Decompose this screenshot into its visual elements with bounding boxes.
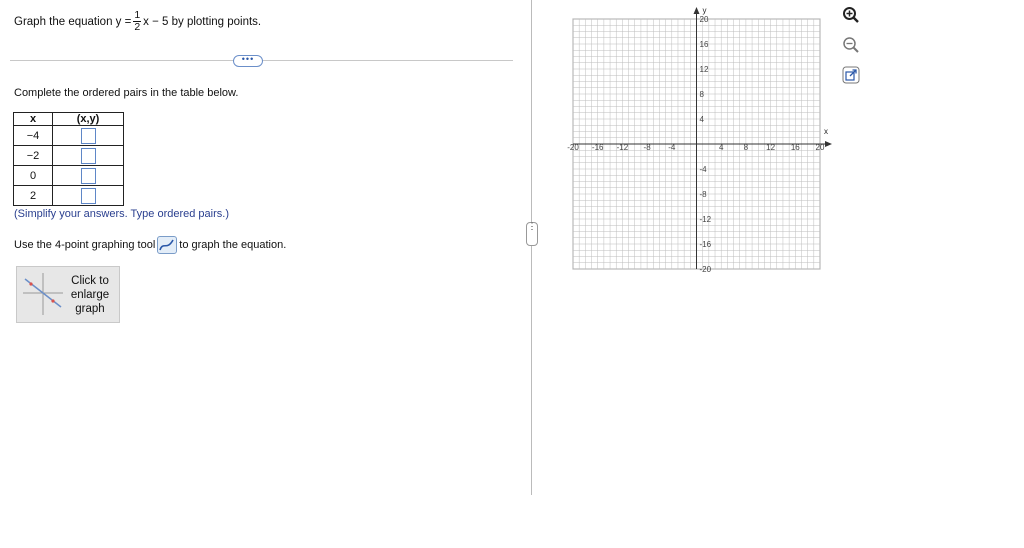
fraction	[133, 10, 141, 33]
x-tick-label: -16	[591, 143, 604, 152]
y-tick-label: -16	[699, 240, 712, 249]
x-tick-label: -12	[616, 143, 629, 152]
x-value: −4	[14, 126, 53, 146]
y-tick-label: -20	[699, 265, 712, 274]
x-tick-label: -4	[668, 143, 676, 152]
table-row	[14, 166, 124, 186]
x-tick-label: 20	[815, 143, 825, 152]
y-tick-label: -8	[699, 190, 707, 199]
ordered-pairs-table	[13, 112, 124, 206]
enlarge-graph-button[interactable]	[16, 266, 120, 323]
y-tick-label: 16	[699, 40, 709, 49]
open-external-icon[interactable]	[842, 66, 860, 84]
table-instruction: Complete the ordered pairs in the table below.	[14, 87, 239, 99]
x-axis-arrow	[825, 141, 832, 147]
y-axis-arrow	[694, 7, 700, 14]
simplify-note: (Simplify your answers. Type ordered pairs.)	[14, 208, 229, 220]
graphing-tool-icon[interactable]	[157, 236, 177, 254]
x-tick-label: 12	[766, 143, 776, 152]
answer-input[interactable]	[81, 168, 96, 184]
answer-input[interactable]	[81, 128, 96, 144]
question-prompt	[14, 10, 261, 33]
x-value: 0	[14, 166, 53, 186]
tool-instruction	[14, 236, 286, 254]
tool-text-after: to graph the equation.	[179, 239, 287, 251]
table-row	[14, 186, 124, 206]
x-axis-label: x	[824, 127, 828, 136]
y-axis-label: y	[702, 6, 707, 15]
zoom-in-icon[interactable]	[842, 6, 860, 24]
y-tick-label: -12	[699, 215, 712, 224]
y-tick-label: 20	[699, 15, 709, 24]
x-tick-label: -20	[567, 143, 579, 152]
fraction-denominator: 2	[134, 21, 141, 33]
table-row	[14, 146, 124, 166]
table-row	[14, 126, 124, 146]
resize-handle[interactable]: ⋮	[526, 222, 538, 246]
question-prefix: Graph the equation y =	[14, 15, 132, 28]
x-tick-label: 8	[743, 143, 749, 152]
answer-input[interactable]	[81, 148, 96, 164]
x-tick-label: -8	[643, 143, 651, 152]
zoom-out-icon[interactable]	[842, 36, 860, 54]
y-tick-label: 4	[699, 115, 704, 124]
y-tick-label: 8	[699, 90, 704, 99]
y-tick-label: -4	[699, 165, 707, 174]
x-tick-label: 4	[718, 143, 724, 152]
panel-divider	[531, 0, 532, 495]
mini-graph-icon	[21, 271, 65, 317]
x-tick-label: 16	[790, 143, 800, 152]
enlarge-graph-label: Click to enlarge graph	[70, 275, 110, 315]
answer-input[interactable]	[81, 188, 96, 204]
coordinate-graph[interactable]	[560, 4, 840, 274]
y-tick-label: 12	[699, 65, 709, 74]
header-x: x	[14, 113, 53, 126]
x-value: −2	[14, 146, 53, 166]
question-suffix: x − 5 by plotting points.	[143, 15, 262, 28]
header-xy: (x,y)	[53, 113, 124, 126]
x-value: 2	[14, 186, 53, 206]
fraction-numerator: 1	[134, 9, 141, 21]
more-options-button[interactable]: •••	[233, 55, 263, 67]
tool-text-before: Use the 4-point graphing tool	[14, 239, 156, 251]
